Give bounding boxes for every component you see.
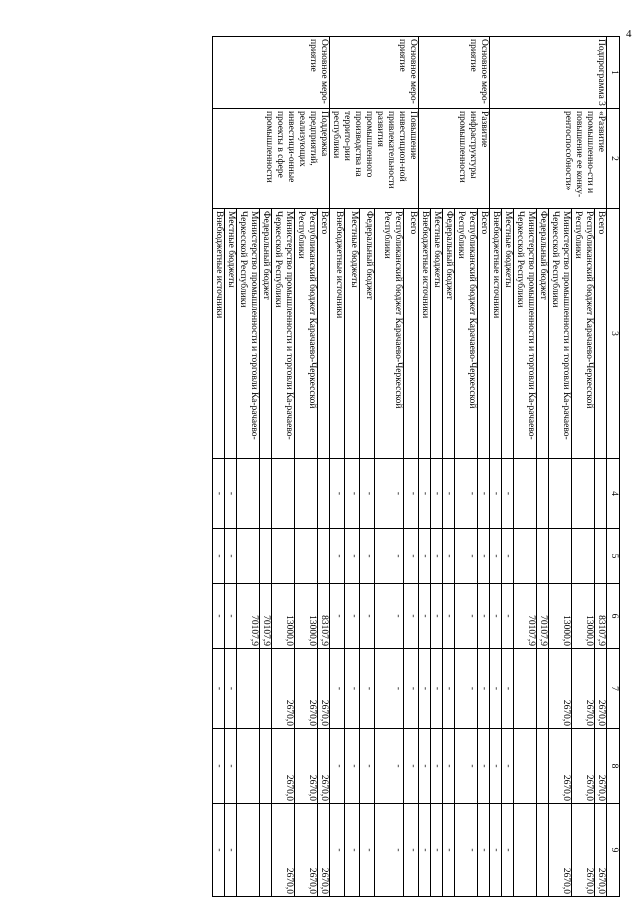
amount-cell: - [225, 804, 237, 897]
amount-cell: 2670,0 [595, 649, 607, 729]
amount-cell: 2670,0 [272, 649, 295, 729]
amount-cell: - [431, 729, 443, 804]
amount-cell: - [345, 649, 360, 729]
column-header: 1 [607, 37, 620, 109]
amount-cell: - [443, 529, 455, 584]
amount-cell: - [490, 729, 502, 804]
amount-cell: 2670,0 [318, 729, 330, 804]
program-type-cell: Подпрограмма 3 [490, 37, 607, 109]
amount-cell: 83107,9 [595, 584, 607, 649]
funding-source-cell: Федеральный бюджет [537, 209, 549, 459]
amount-cell: - [502, 529, 514, 584]
funding-source-cell: Всего [595, 209, 607, 459]
column-header: 2 [607, 109, 620, 209]
amount-cell: - [225, 529, 237, 584]
amount-cell [260, 459, 272, 529]
amount-cell: 2670,0 [572, 649, 595, 729]
amount-cell: - [225, 729, 237, 804]
amount-cell: 70107,9 [260, 584, 272, 649]
funding-source-cell: Республиканский бюджет Карачаево-Черкесской Республики [572, 209, 595, 459]
amount-cell [272, 529, 295, 584]
amount-cell: - [213, 584, 225, 649]
funding-source-cell: Министерство промышленности и торговли Ка-рачаево-Черкесской Республики [237, 209, 260, 459]
amount-cell: 2670,0 [549, 804, 572, 897]
amount-cell: - [443, 584, 455, 649]
amount-cell: - [375, 804, 404, 897]
amount-cell [272, 459, 295, 529]
table-row [403, 37, 418, 897]
amount-cell: 13000,0 [549, 584, 572, 649]
amount-cell: 83107,9 [318, 584, 330, 649]
amount-cell: 2670,0 [549, 729, 572, 804]
amount-cell: - [478, 529, 490, 584]
funding-source-cell: Внебюджетные источники [490, 209, 502, 459]
amount-cell: - [502, 649, 514, 729]
amount-cell [572, 529, 595, 584]
amount-cell: - [213, 459, 225, 529]
amount-cell: - [403, 649, 418, 729]
funding-source-cell: Внебюджетные источники [419, 209, 431, 459]
amount-cell: - [403, 529, 418, 584]
amount-cell: - [419, 804, 431, 897]
amount-cell: - [360, 584, 375, 649]
amount-cell: - [330, 729, 345, 804]
amount-cell: - [502, 459, 514, 529]
table-row [478, 37, 490, 897]
amount-cell: - [455, 459, 478, 529]
amount-cell: - [403, 459, 418, 529]
amount-cell: - [443, 649, 455, 729]
amount-cell: - [431, 804, 443, 897]
column-header: 7 [607, 649, 620, 729]
amount-cell [237, 649, 260, 729]
amount-cell: - [502, 584, 514, 649]
amount-cell: - [375, 459, 404, 529]
amount-cell: - [225, 649, 237, 729]
amount-cell [537, 649, 549, 729]
funding-source-cell: Местные бюджеты [345, 209, 360, 459]
amount-cell: - [455, 729, 478, 804]
program-type-cell: Основное меро-приятие [419, 37, 490, 109]
amount-cell: - [478, 584, 490, 649]
amount-cell [514, 459, 537, 529]
amount-cell: 2670,0 [549, 649, 572, 729]
table-row [595, 37, 607, 897]
amount-cell: - [502, 804, 514, 897]
amount-cell: 2670,0 [295, 729, 318, 804]
program-name-cell: Поддержка предприятий, реализующих инвестици-онные проекты в сфере промышленности [213, 109, 330, 209]
column-header: 4 [607, 459, 620, 529]
funding-source-cell: Местные бюджеты [431, 209, 443, 459]
amount-cell [260, 529, 272, 584]
amount-cell: - [419, 729, 431, 804]
amount-cell [537, 459, 549, 529]
funding-source-cell: Местные бюджеты [225, 209, 237, 459]
amount-cell: - [478, 804, 490, 897]
amount-cell [595, 459, 607, 529]
amount-cell: - [490, 584, 502, 649]
amount-cell: 13000,0 [272, 584, 295, 649]
funding-source-cell: Федеральный бюджет [360, 209, 375, 459]
amount-cell: - [403, 804, 418, 897]
funding-source-cell: Внебюджетные источники [330, 209, 345, 459]
amount-cell: - [375, 649, 404, 729]
funding-source-cell: Федеральный бюджет [260, 209, 272, 459]
amount-cell: - [443, 804, 455, 897]
amount-cell: - [490, 529, 502, 584]
amount-cell: - [478, 459, 490, 529]
column-header: 3 [607, 209, 620, 459]
amount-cell [295, 459, 318, 529]
amount-cell [537, 804, 549, 897]
amount-cell [572, 459, 595, 529]
funding-source-cell: Министерство промышленности и торговли Ка-рачаево-Черкесской Республики [549, 209, 572, 459]
amount-cell: 2670,0 [295, 804, 318, 897]
amount-cell: - [419, 584, 431, 649]
amount-cell: - [345, 459, 360, 529]
amount-cell: - [225, 584, 237, 649]
amount-cell: - [403, 584, 418, 649]
amount-cell: - [345, 729, 360, 804]
amount-cell: 2670,0 [318, 649, 330, 729]
funding-source-cell: Республиканский бюджет Карачаево-Черкесской Республики [375, 209, 404, 459]
amount-cell: - [431, 649, 443, 729]
amount-cell [514, 804, 537, 897]
program-name-cell: Развитие инфраструктуры промышленности [419, 109, 490, 209]
amount-cell: - [213, 729, 225, 804]
funding-source-cell: Федеральный бюджет [443, 209, 455, 459]
amount-cell: 2670,0 [272, 804, 295, 897]
amount-cell: - [403, 729, 418, 804]
funding-source-cell: Республиканский бюджет Карачаево-Черкесской Республики [455, 209, 478, 459]
column-header: 8 [607, 729, 620, 804]
amount-cell: - [213, 529, 225, 584]
amount-cell: - [225, 459, 237, 529]
amount-cell: - [213, 649, 225, 729]
amount-cell: - [360, 649, 375, 729]
column-header: 9 [607, 804, 620, 897]
program-name-cell: «Развитие промышленно-сти и повышение ее конку-рентоспособности» [490, 109, 607, 209]
amount-cell: - [345, 584, 360, 649]
amount-cell: - [443, 459, 455, 529]
budget-table [212, 36, 620, 897]
amount-cell [549, 459, 572, 529]
amount-cell: - [490, 459, 502, 529]
amount-cell [237, 459, 260, 529]
amount-cell [549, 529, 572, 584]
amount-cell: 70107,9 [514, 584, 537, 649]
amount-cell: - [490, 804, 502, 897]
amount-cell [537, 529, 549, 584]
funding-source-cell: Министерство промышленности и торговли Ка-рачаево-Черкесской Республики [514, 209, 537, 459]
table-row [318, 37, 330, 897]
header-row [607, 37, 620, 897]
amount-cell: - [431, 584, 443, 649]
amount-cell [295, 529, 318, 584]
amount-cell: 2670,0 [572, 729, 595, 804]
funding-source-cell: Внебюджетные источники [213, 209, 225, 459]
amount-cell [237, 529, 260, 584]
amount-cell: - [478, 649, 490, 729]
amount-cell: - [330, 649, 345, 729]
amount-cell [318, 459, 330, 529]
amount-cell: - [431, 529, 443, 584]
amount-cell: - [360, 529, 375, 584]
amount-cell: - [431, 459, 443, 529]
amount-cell [260, 804, 272, 897]
amount-cell: - [330, 459, 345, 529]
amount-cell: - [360, 729, 375, 804]
amount-cell [595, 529, 607, 584]
amount-cell: - [478, 729, 490, 804]
amount-cell: - [419, 529, 431, 584]
amount-cell: - [419, 459, 431, 529]
amount-cell: 2670,0 [572, 804, 595, 897]
table-body [213, 37, 607, 897]
amount-cell: - [213, 804, 225, 897]
funding-source-cell: Всего [318, 209, 330, 459]
amount-cell: - [345, 804, 360, 897]
amount-cell [260, 729, 272, 804]
funding-source-cell: Министерство промышленности и торговли Ка-рачаево-Черкесской Республики [272, 209, 295, 459]
amount-cell [537, 729, 549, 804]
amount-cell: - [455, 529, 478, 584]
amount-cell: - [455, 584, 478, 649]
amount-cell: - [330, 529, 345, 584]
amount-cell: 2670,0 [595, 804, 607, 897]
amount-cell: 13000,0 [295, 584, 318, 649]
program-type-cell: Основное меро-приятие [330, 37, 419, 109]
amount-cell: 2670,0 [272, 729, 295, 804]
amount-cell [514, 649, 537, 729]
amount-cell: 2670,0 [318, 804, 330, 897]
amount-cell: 70107,9 [537, 584, 549, 649]
amount-cell: - [375, 584, 404, 649]
amount-cell: 70107,9 [237, 584, 260, 649]
funding-source-cell: Всего [403, 209, 418, 459]
amount-cell: 2670,0 [595, 729, 607, 804]
amount-cell: - [419, 649, 431, 729]
funding-source-cell: Республиканский бюджет Карачаево-Черкесской Республики [295, 209, 318, 459]
amount-cell: - [345, 529, 360, 584]
amount-cell: - [443, 729, 455, 804]
program-name-cell: Повышение инвестицион-ной привлекательности развития промышленного производства на террито-рии республики [330, 109, 419, 209]
amount-cell [237, 804, 260, 897]
amount-cell: - [455, 804, 478, 897]
amount-cell: - [360, 459, 375, 529]
amount-cell [514, 529, 537, 584]
amount-cell: 2670,0 [295, 649, 318, 729]
amount-cell: - [330, 804, 345, 897]
amount-cell [318, 529, 330, 584]
amount-cell: - [375, 729, 404, 804]
amount-cell: - [502, 729, 514, 804]
amount-cell: - [330, 584, 345, 649]
amount-cell [514, 729, 537, 804]
funding-source-cell: Местные бюджеты [502, 209, 514, 459]
column-header: 5 [607, 529, 620, 584]
page-number: 4 [626, 28, 632, 40]
amount-cell [260, 649, 272, 729]
amount-cell: 13000,0 [572, 584, 595, 649]
rotated-page [60, 36, 620, 896]
column-header: 6 [607, 584, 620, 649]
amount-cell: - [360, 804, 375, 897]
funding-source-cell: Всего [478, 209, 490, 459]
amount-cell: - [490, 649, 502, 729]
amount-cell: - [375, 529, 404, 584]
amount-cell: - [455, 649, 478, 729]
amount-cell [237, 729, 260, 804]
program-type-cell: Основное меро-приятие [213, 37, 330, 109]
